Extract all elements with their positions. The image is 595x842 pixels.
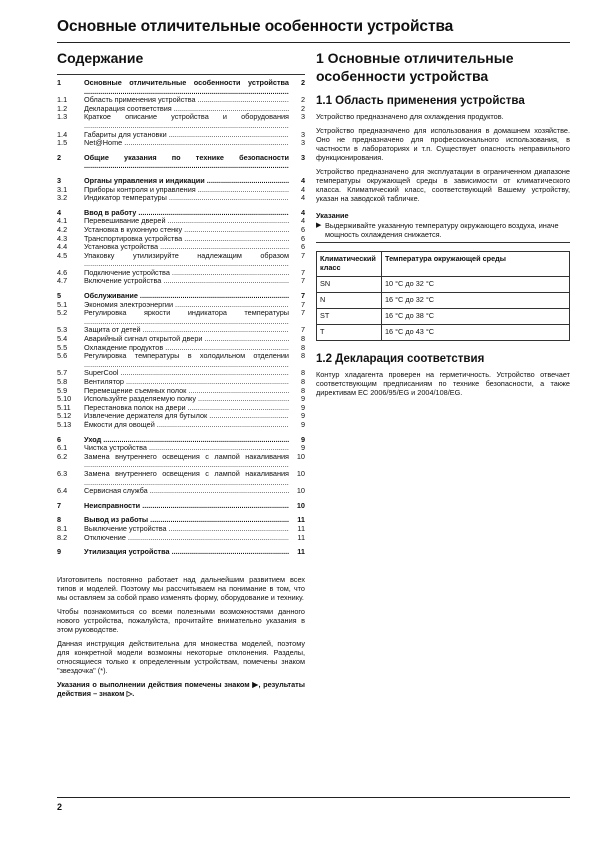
toc-entry-number: 2 (57, 152, 62, 162)
toc-entry-title: Общие указания по технике безопасности ..... (84, 154, 289, 171)
toc-entry-page: 11 (297, 523, 305, 533)
toc-entry-number: 5.5 (57, 342, 68, 352)
toc-entry-title: SuperCool ..... (84, 369, 289, 378)
toc-entry (57, 525, 305, 534)
toc-entry-number: 1.3 (57, 112, 68, 122)
right-column (316, 50, 570, 402)
toc-entry-number: 3.2 (57, 193, 68, 203)
toc-entry-page: 11 (297, 547, 305, 557)
toc-entry (57, 326, 305, 335)
toc-entry-title: Вентилятор ..... (84, 378, 289, 387)
toc-entry-number: 5.12 (57, 411, 72, 421)
toc-entry-title: Упаковку утилизируйте надлежащим образом ..... (84, 252, 289, 269)
toc-entry-page: 7 (300, 308, 305, 318)
toc-entry-title: Основные отличительные особенности устройства ..... (84, 79, 289, 96)
toc-entry-title: Перестановка полок на двери ..... (84, 404, 289, 413)
toc-entry-page: 4 (300, 216, 305, 226)
temperature-range-cell: 16 °C до 32 °C (382, 293, 570, 309)
toc-entry-title: Индикатор температуры ..... (84, 194, 289, 203)
toc-entry-page: 7 (300, 299, 305, 309)
toc-entry (57, 277, 305, 286)
toc-entry-page: 11 (297, 515, 305, 525)
toc-entry-page: 8 (300, 351, 305, 361)
left-column (57, 50, 305, 703)
toc-entry-number: 6.1 (57, 443, 68, 453)
toc-entry-page: 9 (300, 402, 305, 412)
toc-entry-page: 2 (300, 103, 305, 113)
climate-class-cell: T (317, 325, 382, 341)
toc-entry (57, 378, 305, 387)
climate-class-cell: SN (317, 277, 382, 293)
toc-entry-title: Чистка устройства ..... (84, 444, 289, 453)
toc-entry-title: Габариты для установки ..... (84, 131, 289, 140)
toc-entry-number: 4.6 (57, 267, 68, 277)
intro-paragraph: Изготовитель постоянно работает над дальнейшим развитием всех типов и моделей. Поэтому мы рассчитываем на понимание в том, что мы оставляем за собой право изменять форму, оборудование и технику. (57, 574, 305, 602)
toc-entry (57, 226, 305, 235)
toc-entry-page: 8 (300, 385, 305, 395)
toc-entry (57, 444, 305, 453)
toc-entry-page: 6 (300, 224, 305, 234)
toc-entry-title: Net@Home ..... (84, 139, 289, 148)
toc-entry (57, 252, 305, 269)
toc-entry (57, 436, 305, 445)
toc-entry-title: Приборы контроля и управления ..... (84, 186, 289, 195)
toc-rule (57, 74, 305, 75)
toc-entry-number: 7 (57, 500, 62, 510)
table-row (317, 293, 570, 309)
toc-entry-number: 4.1 (57, 216, 68, 226)
toc-entry-page: 3 (300, 112, 305, 122)
toc-entry (57, 470, 305, 487)
toc-entry (57, 79, 305, 96)
table-header-cell: Климатический класс (317, 252, 382, 277)
toc-entry-page: 4 (300, 207, 305, 217)
toc-entry-title: Сервисная служба ..... (84, 487, 289, 496)
toc-entry (57, 369, 305, 378)
toc-entry-title: Охлаждение продуктов ..... (84, 344, 289, 353)
toc-entry-number: 5.10 (57, 394, 72, 404)
intro-paragraph: Данная инструкция действительна для множества моделей, поэтому для конкретной модели возможны некоторые отклонения. Разделы, относящиеся только к определенным устройствам, помечены знаком "звездочка" (*). (57, 638, 305, 675)
toc-entry-page: 4 (300, 184, 305, 194)
page-number: 2 (57, 802, 63, 812)
toc-entry-page: 10 (296, 500, 305, 510)
note-heading: Указание (316, 211, 349, 220)
toc-entry (57, 113, 305, 130)
toc-entry (57, 217, 305, 226)
table-row (317, 325, 570, 341)
toc-entry-page: 9 (300, 394, 305, 404)
toc-entry-page: 7 (300, 325, 305, 335)
intro-paragraph: Чтобы познакомиться со всеми полезными возможностями данного нового устройства, пожалуйста, прочитайте внимательно указания в этом руководстве. (57, 606, 305, 634)
toc-entry-title: Ёмкости для овощей ..... (84, 421, 289, 430)
toc-entry-title: Транспортировка устройства ..... (84, 235, 289, 244)
toc-entry (57, 502, 305, 511)
toc-entry-page: 10 (296, 451, 305, 461)
toc-entry (57, 96, 305, 105)
toc-entry-number: 6.2 (57, 451, 68, 461)
toc-entry (57, 516, 305, 525)
toc-entry-title: Обслуживание ..... (84, 292, 289, 301)
section-paragraph: Контур хладагента проверен на герметичность. Устройство отвечает соответствующим предписаниям по технике безопасности, а также директивам ЕС 2006/95/EG и 2004/108/EG. (316, 370, 570, 397)
toc-entry-title: Установка в кухонную стенку ..... (84, 226, 289, 235)
table-row (317, 309, 570, 325)
toc-entry-title: Извлечение держателя для бутылок ..... (84, 412, 289, 421)
toc-entry-number: 1.1 (57, 95, 68, 105)
toc-entry (57, 548, 305, 557)
toc-entry (57, 105, 305, 114)
toc-entry-number: 4.7 (57, 276, 68, 286)
toc-entry (57, 421, 305, 430)
toc-entry (57, 186, 305, 195)
toc-entry (57, 243, 305, 252)
table-header-row (317, 252, 570, 277)
toc-entry-page: 8 (300, 368, 305, 378)
toc-entry-number: 5.2 (57, 308, 68, 318)
toc-entry-title: Неисправности ..... (84, 502, 289, 511)
toc-entry-page: 9 (300, 411, 305, 421)
toc-entry-page: 7 (300, 250, 305, 260)
temperature-range-cell: 16 °C до 38 °C (382, 309, 570, 325)
toc-entry-title: Перемещение съемных полок ..... (84, 387, 289, 396)
section-paragraph: Устройство предназначено для охлаждения продуктов. (316, 112, 504, 121)
toc-entry-number: 4.4 (57, 242, 68, 252)
section-paragraph: Устройство предназначено для использования в домашнем хозяйстве. Оно не предназначено для профессионального использования, в частности в лабораториях и т.п. Существует опасность неправильного функционирования. (316, 126, 570, 162)
toc-entry-number: 4.5 (57, 250, 68, 260)
toc-entry (57, 131, 305, 140)
toc-entry-page: 9 (300, 434, 305, 444)
toc-entry-title: Установка устройства ..... (84, 243, 289, 252)
toc-entry (57, 412, 305, 421)
table-row (317, 277, 570, 293)
toc-entry-title: Отключение ..... (84, 534, 289, 543)
toc-entry-title: Экономия электроэнергии ..... (84, 301, 289, 310)
intro-text (57, 575, 305, 698)
toc-entry (57, 335, 305, 344)
temperature-range-cell: 16 °C до 43 °C (382, 325, 570, 341)
toc-entry-title: Уход ..... (84, 436, 289, 445)
toc-entry (57, 139, 305, 148)
toc-entry (57, 301, 305, 310)
toc-entry-title: Утилизация устройства ..... (84, 548, 289, 557)
toc-entry-title: Органы управления и индикации ..... (84, 177, 289, 186)
toc-entry-page: 9 (300, 419, 305, 429)
toc-entry (57, 292, 305, 301)
toc-entry-title: Перевешивание дверей ..... (84, 217, 289, 226)
toc-entry-number: 5.8 (57, 377, 68, 386)
toc-entry-number: 9 (57, 547, 62, 557)
toc-entry (57, 404, 305, 413)
toc-entry (57, 352, 305, 369)
toc-entry-number: 6 (57, 434, 62, 444)
toc-entry-number: 8.2 (57, 532, 68, 542)
toc-entry-title: Вывод из работы ..... (84, 516, 289, 525)
toc-entry (57, 344, 305, 353)
toc-entry (57, 309, 305, 326)
toc-entry (57, 387, 305, 396)
note-rule (316, 242, 570, 243)
toc-entry (57, 177, 305, 186)
note-box (316, 211, 570, 243)
toc-entry-title: Декларация соответствия ..... (84, 105, 289, 114)
toc-entry-title: Аварийный сигнал открытой двери ..... (84, 335, 289, 344)
toc-entry-page: 10 (296, 486, 305, 496)
toc-entry-page: 8 (300, 342, 305, 352)
toc-list (57, 79, 305, 557)
toc-entry-page: 6 (300, 242, 305, 252)
toc-entry-title: Замена внутреннего освещения с лампой накаливания ..... (84, 453, 289, 470)
toc-entry-title: Выключение устройства ..... (84, 525, 289, 534)
action-arrow-icon: ▶ (316, 222, 322, 229)
toc-entry-page: 3 (300, 138, 305, 148)
toc-entry-title: Подключение устройства ..... (84, 269, 289, 278)
footer-rule (57, 797, 570, 798)
toc-entry-page: 3 (300, 152, 305, 162)
toc-entry-title: Защита от детей ..... (84, 326, 289, 335)
climate-class-table (316, 251, 570, 341)
toc-entry-number: 5 (57, 291, 62, 301)
toc-entry-number: 3.1 (57, 184, 68, 194)
toc-entry-title: Ввод в работу ..... (84, 209, 289, 218)
toc-entry-page: 9 (300, 443, 305, 453)
toc-entry-title: Регулировка яркости индикатора температуры ..... (84, 309, 289, 326)
toc-heading: Содержание (57, 50, 144, 66)
section-1-2-title: 1.2 Декларация соответствия (316, 353, 485, 365)
toc-entry (57, 395, 305, 404)
toc-entry (57, 235, 305, 244)
toc-entry-page: 4 (300, 175, 305, 185)
toc-entry-number: 5.13 (57, 419, 72, 429)
toc-entry-number: 1.4 (57, 129, 68, 139)
intro-action-note: Указания о выполнении действия помечены знаком ▶, результаты действия – знаком ▷. (57, 679, 305, 698)
section-1-title: 1 Основные отличительные особенности устройства (316, 50, 514, 84)
toc-entry-title: Замена внутреннего освещения с лампой накаливания ..... (84, 470, 289, 487)
toc-entry-number: 4 (57, 207, 62, 217)
toc-entry-page: 2 (300, 78, 305, 87)
toc-entry (57, 154, 305, 171)
toc-entry-number: 6.3 (57, 468, 68, 478)
toc-entry-page: 3 (300, 129, 305, 139)
toc-entry-title: Используйте разделяемую полку ..... (84, 395, 289, 404)
toc-entry-number: 1.2 (57, 103, 68, 113)
climate-class-cell: N (317, 293, 382, 309)
toc-entry-number: 5.11 (57, 402, 71, 412)
header-rule (57, 42, 570, 43)
toc-entry-page: 10 (296, 468, 305, 478)
toc-entry (57, 487, 305, 496)
toc-entry-number: 4.2 (57, 224, 68, 234)
toc-entry (57, 534, 305, 543)
toc-entry-page: 6 (300, 233, 305, 243)
toc-entry-number: 5.7 (57, 368, 68, 378)
toc-entry-number: 1.5 (57, 138, 68, 148)
toc-entry-number: 3 (57, 175, 62, 185)
toc-entry (57, 269, 305, 278)
toc-entry-page: 7 (300, 276, 305, 286)
temperature-range-cell: 10 °C до 32 °C (382, 277, 570, 293)
note-text: Выдерживайте указанную температуру окружающего воздуха, иначе мощность охлаждения снижается. (325, 221, 559, 239)
toc-entry-number: 8.1 (57, 523, 68, 533)
toc-entry-number: 5.3 (57, 325, 68, 335)
page-header-title: Основные отличительные особенности устройства (57, 18, 454, 35)
toc-entry-number: 5.1 (57, 299, 68, 309)
toc-entry-page: 8 (300, 334, 305, 344)
note-body (316, 221, 570, 239)
toc-entry-page: 2 (300, 95, 305, 105)
toc-entry-page: 7 (300, 291, 305, 301)
toc-entry-number: 4.3 (57, 233, 68, 243)
toc-entry-page: 11 (297, 532, 305, 542)
toc-entry-page: 8 (300, 377, 305, 386)
toc-entry-title: Включение устройства ..... (84, 277, 289, 286)
toc-entry-number: 6.4 (57, 486, 68, 496)
toc-entry-number: 8 (57, 515, 62, 525)
toc-entry-number: 5.4 (57, 334, 68, 344)
toc-entry-number: 5.6 (57, 351, 68, 361)
toc-entry-page: 7 (300, 267, 305, 277)
toc-entry-title: Регулировка температуры в холодильном отделении ..... (84, 352, 289, 369)
toc-entry-title: Область применения устройства ..... (84, 96, 289, 105)
toc-entry-title: Краткое описание устройства и оборудования ..... (84, 113, 289, 130)
toc-entry-page: 4 (300, 193, 305, 203)
toc-entry-number: 5.9 (57, 385, 68, 395)
section-1-1-title: 1.1 Область применения устройства (316, 95, 525, 107)
table-header-cell: Температура окружающей среды (382, 252, 570, 277)
climate-class-cell: ST (317, 309, 382, 325)
toc-entry (57, 209, 305, 218)
section-paragraph: Устройство предназначено для эксплуатации в ограниченном диапазоне температуры окружающей среды в зависимости от климатического класса. Климатический класс, соответствующий Вашему устройству, указан на заводской табличке. (316, 167, 570, 203)
toc-entry (57, 453, 305, 470)
toc-entry-number: 1 (57, 78, 62, 87)
toc-entry (57, 194, 305, 203)
